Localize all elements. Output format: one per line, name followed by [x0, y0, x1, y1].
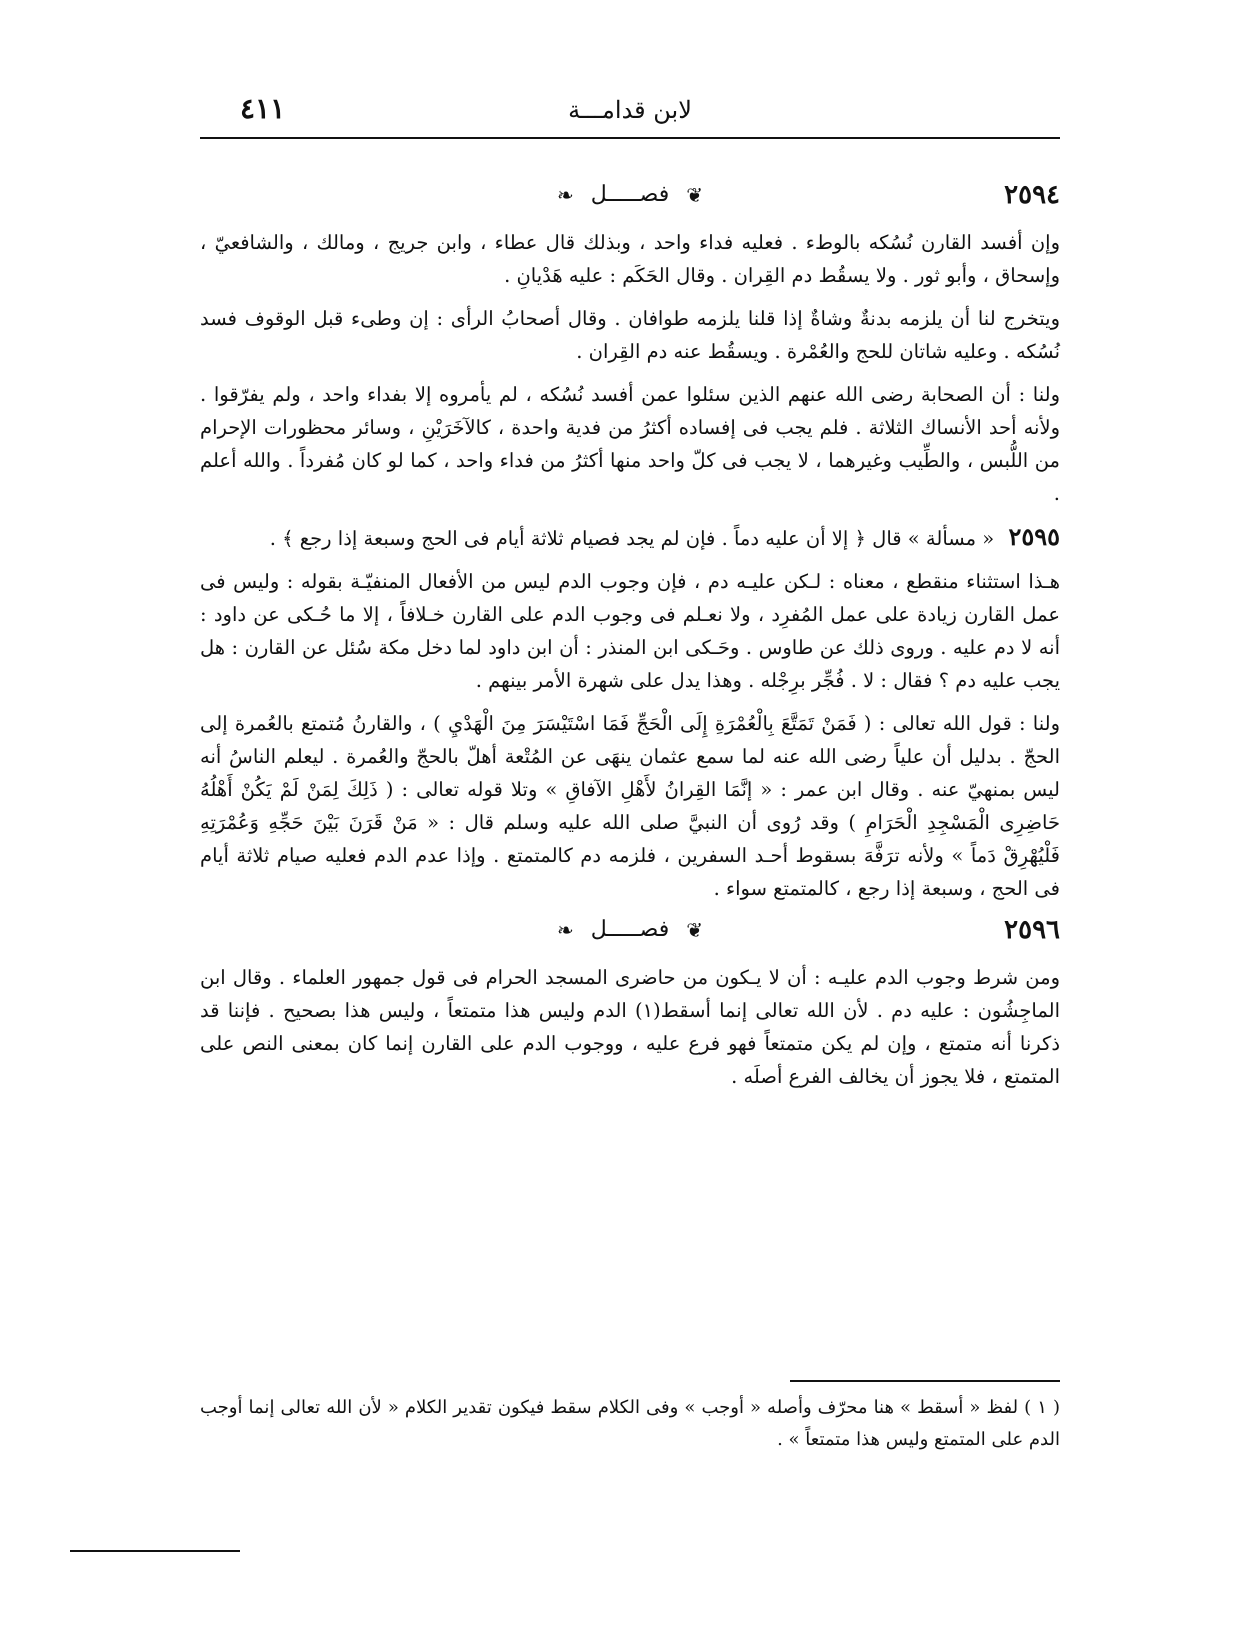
- paragraph: وإن أفسد القارن نُسُكه بالوطء . فعليه فداء واحد ، وبذلك قال عطاء ، وابن جريج ، ومالك ، والشافعيّ ، وإسحاق ، وأبو ثور . ولا يسقُط دم القِران . وقال الحَكَم : عليه هَدْيانِ .: [200, 231, 1060, 287]
- page-number: ٤١١: [240, 92, 286, 125]
- header-divider: [200, 137, 1060, 139]
- section-title: فصـــــل: [590, 917, 670, 942]
- masala-text: « مسألة » قال ﴿ إلا أن عليه دماً . فإن لم يجد فصيام ثلاثة أيام فى الحج وسبعة إذا رجع ﴾ .: [269, 527, 995, 550]
- paragraph: ولنا : أن الصحابة رضى الله عنهم الذين سئلوا عمن أفسد نُسُكه ، لم يأمروه إلا بفداء واحد ، ولم يفرّقوا . ولأنه أحد الأنساك الثلاثة . فلم يجب فى إفساده أكثرُ من فدية واحدة ، كالآخَرَيْنِ ، وسائر محظورات الإحرام من اللُّبس ، والطِّيب وغيرهما ، لا يجب فى كلّ واحد منها أكثرُ من فداء واحد ، كما لو كان مُفرداً . والله أعلم .: [200, 383, 1060, 505]
- paragraph: ومن شرط وجوب الدم عليـه : أن لا يـكون من حاضرى المسجد الحرام فى قول جمهور العلماء . وقال ابن الماجِشُون : عليه دم . لأن الله تعالى إنما أسقط(١) الدم وليس هذا متمتعاً ، وليس هذا بصحيح . فإننا قد ذكرنا أنه متمتع ، وإن لم يكن متمتعاً فهو فرع عليه ، ووجوب الدم على القارن إنما كان بمعنى النص على المتمتع ، فلا يجوز أن يخالف الفرع أصلَه .: [200, 966, 1061, 1088]
- section-number: ٢٥٩٤: [1004, 180, 1060, 210]
- section-number: ٢٥٩٦: [1004, 915, 1060, 945]
- paragraph: ولنا : قول الله تعالى : ( فَمَنْ تَمَتَّعَ بِالْعُمْرَةِ إِلَى الْحَجِّ فَمَا اسْتَيْسَرَ مِنَ الْهَدْيِ ) ، والقارنُ مُتمتع بالعُمرة إلى الحجّ . بدليل أن علياً رضى الله عنه لما سمع عثمان ينهَى عن المُتْعة أهلّ بالحجّ والعُمرة . ليعلم الناسُ أنه ليس بمنهيّ عنه . وقال ابن عمر : « إنَّمَا القِرانُ لأَهْلِ الآفاقِ » وتلا قوله تعالى : ( ذَلِكَ لِمَنْ لَمْ يَكُنْ أَهْلُهُ حَاضِرِى الْمَسْجِدِ الْحَرَامِ ) وقد رُوى أن النبيَّ صلى الله عليه وسلم قال : « مَنْ قَرَنَ بَيْنَ حَجِّهِ وَعُمْرَتِهِ فَلْيُهْرِقْ دَماً » ولأنه ترَفَّهَ بسقوط أحـد السفرين ، فلزمه دم كالمتمتع . وإذا عدم الدم فعليه صيام ثلاثة أيام فى الحج ، وسبعة إذا رجع ، كالمتمتع سواء .: [200, 712, 1060, 900]
- running-title: لابن قدامـــة: [568, 96, 692, 124]
- page-body: [200, 180, 1060, 1103]
- ornament-icon: ❧: [556, 183, 574, 207]
- running-header: [200, 92, 1060, 132]
- bottom-rule: [70, 1550, 240, 1552]
- ornament-icon: ❦: [686, 918, 703, 942]
- masala-lead: [200, 520, 1060, 555]
- masala-number: ٢٥٩٥: [1008, 522, 1060, 551]
- section-heading-2596: [200, 915, 1060, 949]
- paragraph: هـذا استثناء منقطع ، معناه : لـكن عليـه دم ، فإن وجوب الدم ليس من الأفعال المنفيّـة بقوله : وليس فى عمل القارن زيادة على عمل المُفرِد ، ولا نعـلم فى وجوب الدم على القارن خـلافاً ، إلا ما حُـكى عن داود : أنه لا دم عليه . وروى ذلك عن طاوس . وحَـكى ابن المنذر : أن ابن داود لما دخل مكة سُئل عن القارن : هل يجب عليه دم ؟ فقال : لا . فُجِّر برِجْله . وهذا يدل على شهرة الأمر بينهم .: [200, 570, 1060, 692]
- footnote: ( ١ ) لفظ « أسقط » هنا محرّف وأصله « أوجب » وفى الكلام سقط فيكون تقدير الكلام « لأن الله تعالى إنما أوجب الدم على المتمتع وليس هذا متمتعاً » .: [200, 1397, 1061, 1450]
- section-title: فصـــــل: [590, 182, 670, 207]
- paragraph: ويتخرج لنا أن يلزمه بدنةٌ وشاةٌ إذا قلنا يلزمه طوافان . وقال أصحابُ الرأى : إن وطىء قبل الوقوف فسد نُسُكه . وعليه شاتان للحج والعُمْرة . ويسقُط عنه دم القِران .: [200, 307, 1060, 363]
- footnote-divider: [790, 1380, 1060, 1382]
- section-heading-2594: [200, 180, 1060, 214]
- ornament-icon: ❧: [556, 918, 574, 942]
- ornament-icon: ❦: [686, 183, 703, 207]
